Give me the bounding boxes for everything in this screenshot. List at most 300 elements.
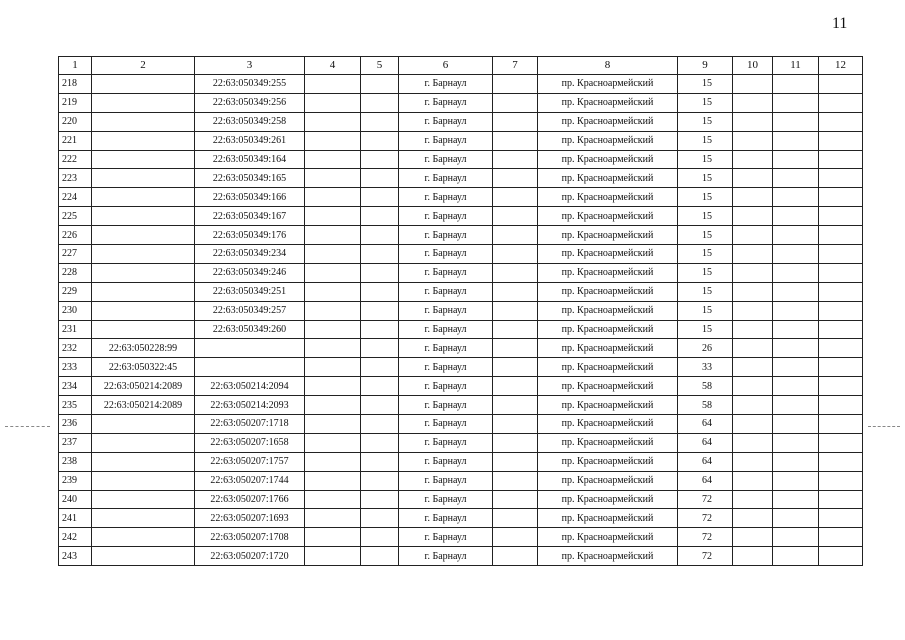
cell-col-6: г. Барнаул	[399, 263, 493, 282]
cell-col-4	[305, 377, 361, 396]
cell-col-5	[361, 282, 399, 301]
cell-col-8: пр. Красноармейский	[538, 433, 678, 452]
cell-col-7	[493, 471, 538, 490]
cell-col-5	[361, 415, 399, 434]
cell-col-7	[493, 358, 538, 377]
cell-col-3: 22:63:050207:1708	[195, 528, 305, 547]
cell-col-5	[361, 75, 399, 94]
cell-col-10	[733, 471, 773, 490]
cell-col-12	[819, 415, 863, 434]
cell-col-2	[92, 301, 195, 320]
cell-col-4	[305, 339, 361, 358]
cell-col-11	[773, 263, 819, 282]
cell-col-2	[92, 131, 195, 150]
cell-col-10	[733, 75, 773, 94]
cell-col-12	[819, 471, 863, 490]
table-row	[59, 396, 863, 415]
cell-col-12	[819, 282, 863, 301]
cell-col-10	[733, 490, 773, 509]
cell-col-7	[493, 301, 538, 320]
cell-col-1: 238	[59, 452, 92, 471]
cell-col-1: 229	[59, 282, 92, 301]
cell-col-10	[733, 320, 773, 339]
cell-col-6: г. Барнаул	[399, 396, 493, 415]
cell-col-5	[361, 509, 399, 528]
cell-col-2	[92, 528, 195, 547]
table-row	[59, 263, 863, 282]
cell-col-5	[361, 377, 399, 396]
cell-col-6: г. Барнаул	[399, 415, 493, 434]
cell-col-6: г. Барнаул	[399, 490, 493, 509]
cell-col-7	[493, 433, 538, 452]
cell-col-11	[773, 452, 819, 471]
cell-col-3: 22:63:050349:176	[195, 226, 305, 245]
cell-col-8: пр. Красноармейский	[538, 75, 678, 94]
cell-col-12	[819, 452, 863, 471]
cell-col-4	[305, 245, 361, 264]
cell-col-3	[195, 358, 305, 377]
cell-col-5	[361, 358, 399, 377]
cell-col-8: пр. Красноармейский	[538, 188, 678, 207]
cell-col-6: г. Барнаул	[399, 509, 493, 528]
cell-col-8: пр. Красноармейский	[538, 358, 678, 377]
cell-col-2: 22:63:050228:99	[92, 339, 195, 358]
cell-col-6: г. Барнаул	[399, 131, 493, 150]
cell-col-6: г. Барнаул	[399, 339, 493, 358]
cell-col-6: г. Барнаул	[399, 547, 493, 566]
cell-col-10	[733, 452, 773, 471]
cell-col-10	[733, 377, 773, 396]
cell-col-9: 64	[678, 433, 733, 452]
table-row	[59, 131, 863, 150]
cell-col-7	[493, 320, 538, 339]
cell-col-12	[819, 490, 863, 509]
cell-col-5	[361, 547, 399, 566]
cell-col-2	[92, 169, 195, 188]
cell-col-5	[361, 301, 399, 320]
cell-col-12	[819, 320, 863, 339]
cell-col-1: 220	[59, 112, 92, 131]
cell-col-1: 231	[59, 320, 92, 339]
cell-col-4	[305, 358, 361, 377]
cell-col-9: 64	[678, 471, 733, 490]
cell-col-5	[361, 207, 399, 226]
cell-col-9: 15	[678, 301, 733, 320]
table-row	[59, 75, 863, 94]
cell-col-7	[493, 169, 538, 188]
cell-col-7	[493, 75, 538, 94]
cell-col-3: 22:63:050207:1658	[195, 433, 305, 452]
cell-col-3: 22:63:050349:165	[195, 169, 305, 188]
cell-col-12	[819, 188, 863, 207]
cell-col-7	[493, 188, 538, 207]
column-header-1: 1	[59, 57, 92, 75]
cell-col-9: 58	[678, 377, 733, 396]
cell-col-10	[733, 339, 773, 358]
cell-col-11	[773, 169, 819, 188]
cell-col-8: пр. Красноармейский	[538, 509, 678, 528]
cell-col-12	[819, 75, 863, 94]
cell-col-11	[773, 75, 819, 94]
cell-col-9: 15	[678, 75, 733, 94]
cell-col-3: 22:63:050349:257	[195, 301, 305, 320]
cell-col-6: г. Барнаул	[399, 528, 493, 547]
cell-col-4	[305, 396, 361, 415]
cell-col-1: 233	[59, 358, 92, 377]
cell-col-9: 58	[678, 396, 733, 415]
cell-col-1: 221	[59, 131, 92, 150]
cell-col-6: г. Барнаул	[399, 452, 493, 471]
cell-col-7	[493, 339, 538, 358]
cell-col-5	[361, 150, 399, 169]
cell-col-5	[361, 320, 399, 339]
cell-col-3: 22:63:050349:246	[195, 263, 305, 282]
cell-col-11	[773, 282, 819, 301]
cell-col-3: 22:63:050207:1693	[195, 509, 305, 528]
cell-col-4	[305, 490, 361, 509]
cell-col-9: 72	[678, 509, 733, 528]
cell-col-1: 234	[59, 377, 92, 396]
cell-col-5	[361, 245, 399, 264]
cell-col-3: 22:63:050214:2093	[195, 396, 305, 415]
column-header-2: 2	[92, 57, 195, 75]
cell-col-10	[733, 150, 773, 169]
cell-col-3: 22:63:050349:164	[195, 150, 305, 169]
cell-col-3: 22:63:050207:1744	[195, 471, 305, 490]
cell-col-5	[361, 339, 399, 358]
cell-col-5	[361, 93, 399, 112]
cell-col-10	[733, 433, 773, 452]
cell-col-2	[92, 282, 195, 301]
table-row	[59, 93, 863, 112]
cell-col-3: 22:63:050349:167	[195, 207, 305, 226]
cell-col-9: 72	[678, 547, 733, 566]
cell-col-9: 15	[678, 150, 733, 169]
cell-col-7	[493, 490, 538, 509]
cell-col-11	[773, 547, 819, 566]
cell-col-11	[773, 377, 819, 396]
cell-col-2	[92, 320, 195, 339]
cell-col-9: 15	[678, 93, 733, 112]
cell-col-8: пр. Красноармейский	[538, 396, 678, 415]
cell-col-9: 72	[678, 528, 733, 547]
cell-col-9: 15	[678, 188, 733, 207]
cell-col-1: 242	[59, 528, 92, 547]
cell-col-6: г. Барнаул	[399, 433, 493, 452]
cell-col-12	[819, 358, 863, 377]
cell-col-8: пр. Красноармейский	[538, 282, 678, 301]
cell-col-9: 64	[678, 415, 733, 434]
cell-col-11	[773, 150, 819, 169]
cell-col-4	[305, 433, 361, 452]
column-header-3: 3	[195, 57, 305, 75]
cell-col-5	[361, 471, 399, 490]
cell-col-1: 240	[59, 490, 92, 509]
cell-col-10	[733, 93, 773, 112]
table-row	[59, 490, 863, 509]
cell-col-4	[305, 75, 361, 94]
table-row	[59, 245, 863, 264]
column-header-7: 7	[493, 57, 538, 75]
cell-col-3: 22:63:050207:1766	[195, 490, 305, 509]
cell-col-8: пр. Красноармейский	[538, 150, 678, 169]
cell-col-3: 22:63:050207:1718	[195, 415, 305, 434]
table-row	[59, 169, 863, 188]
cell-col-1: 224	[59, 188, 92, 207]
cell-col-7	[493, 547, 538, 566]
cell-col-1: 232	[59, 339, 92, 358]
table-row	[59, 415, 863, 434]
cell-col-5	[361, 226, 399, 245]
cell-col-2	[92, 509, 195, 528]
cell-col-11	[773, 509, 819, 528]
column-header-8: 8	[538, 57, 678, 75]
table-row	[59, 358, 863, 377]
cell-col-2	[92, 490, 195, 509]
column-header-12: 12	[819, 57, 863, 75]
cell-col-11	[773, 433, 819, 452]
cell-col-12	[819, 245, 863, 264]
cell-col-4	[305, 93, 361, 112]
table-row	[59, 282, 863, 301]
table-row	[59, 452, 863, 471]
cell-col-2	[92, 415, 195, 434]
cell-col-3: 22:63:050349:256	[195, 93, 305, 112]
table-row	[59, 528, 863, 547]
cell-col-6: г. Барнаул	[399, 245, 493, 264]
cell-col-12	[819, 396, 863, 415]
cell-col-6: г. Барнаул	[399, 358, 493, 377]
column-header-10: 10	[733, 57, 773, 75]
cell-col-3	[195, 339, 305, 358]
cell-col-7	[493, 150, 538, 169]
cell-col-4	[305, 547, 361, 566]
cell-col-11	[773, 471, 819, 490]
column-header-11: 11	[773, 57, 819, 75]
cell-col-3: 22:63:050207:1720	[195, 547, 305, 566]
cell-col-10	[733, 358, 773, 377]
cell-col-6: г. Барнаул	[399, 377, 493, 396]
cell-col-12	[819, 433, 863, 452]
cell-col-6: г. Барнаул	[399, 75, 493, 94]
cell-col-7	[493, 415, 538, 434]
cell-col-6: г. Барнаул	[399, 207, 493, 226]
table-body	[59, 75, 863, 566]
cell-col-5	[361, 528, 399, 547]
cell-col-11	[773, 131, 819, 150]
cell-col-4	[305, 226, 361, 245]
cell-col-9: 15	[678, 131, 733, 150]
table-row	[59, 547, 863, 566]
cell-col-6: г. Барнаул	[399, 112, 493, 131]
cell-col-3: 22:63:050349:258	[195, 112, 305, 131]
scan-artifact-left	[5, 426, 50, 427]
cell-col-1: 226	[59, 226, 92, 245]
cell-col-8: пр. Красноармейский	[538, 471, 678, 490]
cell-col-3: 22:63:050349:255	[195, 75, 305, 94]
cell-col-8: пр. Красноармейский	[538, 245, 678, 264]
cell-col-10	[733, 169, 773, 188]
cell-col-1: 230	[59, 301, 92, 320]
cell-col-3: 22:63:050349:251	[195, 282, 305, 301]
cell-col-10	[733, 528, 773, 547]
cell-col-3: 22:63:050349:166	[195, 188, 305, 207]
cell-col-5	[361, 396, 399, 415]
cell-col-9: 15	[678, 245, 733, 264]
cell-col-6: г. Барнаул	[399, 282, 493, 301]
cell-col-8: пр. Красноармейский	[538, 377, 678, 396]
cell-col-5	[361, 452, 399, 471]
cell-col-7	[493, 377, 538, 396]
cell-col-12	[819, 377, 863, 396]
table-row	[59, 112, 863, 131]
cell-col-3: 22:63:050349:261	[195, 131, 305, 150]
cell-col-11	[773, 396, 819, 415]
column-header-6: 6	[399, 57, 493, 75]
cell-col-8: пр. Красноармейский	[538, 207, 678, 226]
cell-col-2	[92, 245, 195, 264]
cell-col-2	[92, 547, 195, 566]
table-row	[59, 188, 863, 207]
cell-col-4	[305, 188, 361, 207]
table-row	[59, 226, 863, 245]
table-row	[59, 471, 863, 490]
cell-col-11	[773, 245, 819, 264]
table-row	[59, 150, 863, 169]
cell-col-8: пр. Красноармейский	[538, 547, 678, 566]
cell-col-1: 227	[59, 245, 92, 264]
cell-col-4	[305, 282, 361, 301]
cell-col-12	[819, 301, 863, 320]
cell-col-12	[819, 339, 863, 358]
cell-col-1: 223	[59, 169, 92, 188]
scan-artifact-right	[868, 426, 900, 427]
cell-col-3: 22:63:050207:1757	[195, 452, 305, 471]
cell-col-7	[493, 245, 538, 264]
column-header-9: 9	[678, 57, 733, 75]
page-number: 11	[832, 15, 848, 32]
cell-col-1: 237	[59, 433, 92, 452]
cell-col-6: г. Барнаул	[399, 320, 493, 339]
cell-col-9: 15	[678, 263, 733, 282]
cell-col-4	[305, 415, 361, 434]
table-row	[59, 301, 863, 320]
cell-col-2	[92, 207, 195, 226]
cell-col-11	[773, 320, 819, 339]
cell-col-6: г. Барнаул	[399, 471, 493, 490]
cell-col-10	[733, 112, 773, 131]
cell-col-2	[92, 93, 195, 112]
cell-col-9: 72	[678, 490, 733, 509]
cell-col-8: пр. Красноармейский	[538, 263, 678, 282]
table-row	[59, 320, 863, 339]
cell-col-10	[733, 301, 773, 320]
cell-col-11	[773, 93, 819, 112]
cell-col-12	[819, 93, 863, 112]
cell-col-11	[773, 490, 819, 509]
cell-col-10	[733, 282, 773, 301]
cell-col-8: пр. Красноармейский	[538, 452, 678, 471]
cell-col-1: 228	[59, 263, 92, 282]
cell-col-12	[819, 169, 863, 188]
cell-col-5	[361, 263, 399, 282]
cell-col-7	[493, 528, 538, 547]
cell-col-8: пр. Красноармейский	[538, 301, 678, 320]
cell-col-8: пр. Красноармейский	[538, 320, 678, 339]
cell-col-2	[92, 150, 195, 169]
cell-col-6: г. Барнаул	[399, 188, 493, 207]
cell-col-7	[493, 131, 538, 150]
cell-col-6: г. Барнаул	[399, 301, 493, 320]
cell-col-2: 22:63:050214:2089	[92, 377, 195, 396]
cell-col-8: пр. Красноармейский	[538, 339, 678, 358]
cell-col-8: пр. Красноармейский	[538, 415, 678, 434]
cell-col-1: 241	[59, 509, 92, 528]
cell-col-9: 15	[678, 112, 733, 131]
cell-col-5	[361, 490, 399, 509]
cell-col-1: 239	[59, 471, 92, 490]
cell-col-11	[773, 358, 819, 377]
cell-col-3: 22:63:050214:2094	[195, 377, 305, 396]
table-row	[59, 339, 863, 358]
cell-col-12	[819, 226, 863, 245]
column-header-5: 5	[361, 57, 399, 75]
table-row	[59, 433, 863, 452]
cell-col-6: г. Барнаул	[399, 169, 493, 188]
cell-col-4	[305, 150, 361, 169]
cell-col-2	[92, 263, 195, 282]
cell-col-5	[361, 169, 399, 188]
cell-col-10	[733, 396, 773, 415]
cell-col-12	[819, 150, 863, 169]
cell-col-9: 15	[678, 282, 733, 301]
cell-col-8: пр. Красноармейский	[538, 131, 678, 150]
cell-col-12	[819, 263, 863, 282]
cell-col-2	[92, 188, 195, 207]
cell-col-9: 33	[678, 358, 733, 377]
cell-col-11	[773, 415, 819, 434]
cell-col-8: пр. Красноармейский	[538, 528, 678, 547]
cell-col-8: пр. Красноармейский	[538, 112, 678, 131]
cell-col-2	[92, 75, 195, 94]
cell-col-5	[361, 433, 399, 452]
cell-col-11	[773, 226, 819, 245]
cell-col-2	[92, 112, 195, 131]
cell-col-1: 225	[59, 207, 92, 226]
cell-col-7	[493, 112, 538, 131]
cell-col-12	[819, 131, 863, 150]
cell-col-11	[773, 301, 819, 320]
cell-col-4	[305, 452, 361, 471]
cell-col-4	[305, 320, 361, 339]
cell-col-10	[733, 188, 773, 207]
cell-col-4	[305, 471, 361, 490]
cell-col-9: 15	[678, 207, 733, 226]
cell-col-9: 15	[678, 169, 733, 188]
cell-col-3: 22:63:050349:234	[195, 245, 305, 264]
cell-col-7	[493, 509, 538, 528]
column-number-header-row	[59, 57, 863, 75]
cell-col-1: 219	[59, 93, 92, 112]
table-row	[59, 207, 863, 226]
cell-col-6: г. Барнаул	[399, 150, 493, 169]
cell-col-3: 22:63:050349:260	[195, 320, 305, 339]
cell-col-4	[305, 263, 361, 282]
cell-col-8: пр. Красноармейский	[538, 490, 678, 509]
cell-col-7	[493, 263, 538, 282]
cell-col-10	[733, 263, 773, 282]
cell-col-10	[733, 207, 773, 226]
